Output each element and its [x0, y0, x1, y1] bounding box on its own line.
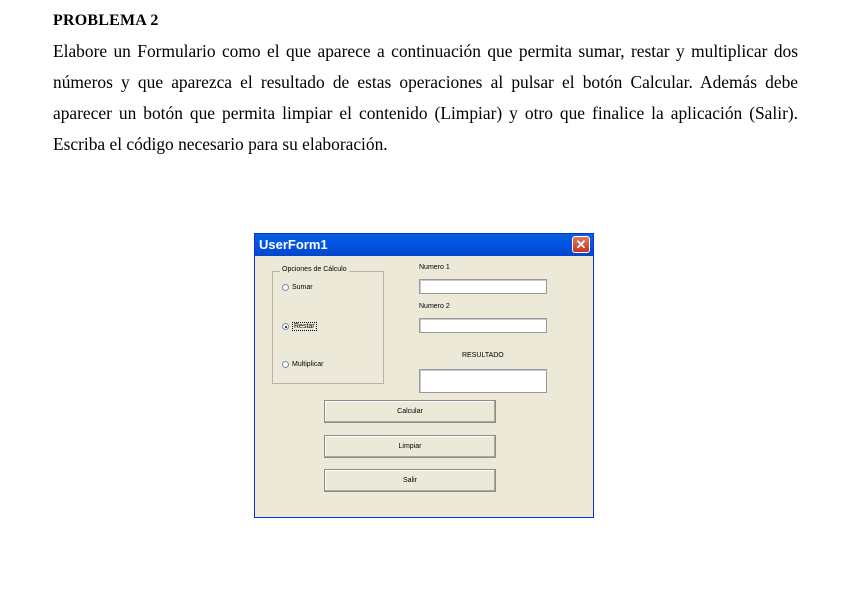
numero1-input[interactable] — [419, 279, 547, 294]
problem-heading: PROBLEMA 2 — [53, 12, 159, 29]
radio-icon — [282, 361, 289, 368]
resultado-output[interactable] — [419, 369, 547, 393]
radio-selected-icon — [282, 323, 289, 330]
calcular-button[interactable]: Calcular — [324, 400, 496, 423]
window-title: UserForm1 — [259, 237, 328, 252]
close-icon[interactable]: ✕ — [572, 236, 590, 253]
option-multiplicar-label: Multiplicar — [292, 361, 324, 368]
option-sumar-label: Sumar — [292, 284, 313, 291]
frame-caption: Opciones de Cálculo — [282, 266, 347, 273]
problem-statement: Elabore un Formulario como el que aparece a continuación que permita sumar, restar y multiplicar dos números y que aparezca el resultado de estas operaciones al pulsar el botón Calcular. Además debe aparecer un botón que permita limpiar el contenido (Limpiar) y otro que finalice la aplicación (Salir). Escriba el código necesario para su elaboración. — [53, 41, 798, 154]
option-sumar[interactable] — [282, 284, 313, 291]
option-restar[interactable] — [282, 322, 317, 331]
window-titlebar[interactable] — [255, 234, 593, 256]
document-body — [53, 12, 798, 160]
radio-icon — [282, 284, 289, 291]
resultado-label: RESULTADO — [462, 352, 504, 359]
limpiar-button[interactable]: Limpiar — [324, 435, 496, 458]
numero1-label: Numero 1 — [419, 264, 450, 271]
option-multiplicar[interactable] — [282, 361, 324, 368]
userform-window — [254, 233, 594, 518]
numero2-input[interactable] — [419, 318, 547, 333]
salir-button[interactable]: Salir — [324, 469, 496, 492]
numero2-label: Numero 2 — [419, 303, 450, 310]
option-restar-label: Restar — [294, 323, 315, 330]
